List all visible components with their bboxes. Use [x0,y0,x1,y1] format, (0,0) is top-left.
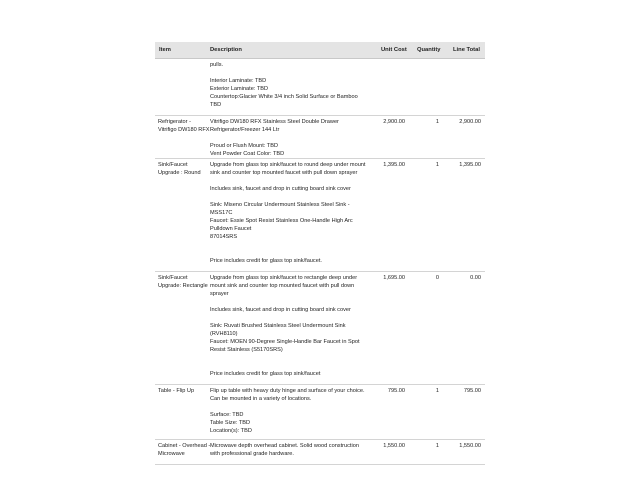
description-cell-line: Refrigerator/Freezer 144 Ltr [210,127,280,133]
description-cell-line: Upgrade from glass top sink/faucet to rectangle deep under [210,275,358,281]
description-cell-line [210,403,372,411]
description-cell [210,274,372,378]
item-cell-line: Sink/Faucet [158,162,188,168]
unit-cost-cell: 2,900.00 [383,119,405,125]
item-cell [158,387,210,395]
quantity-cell: 1 [435,388,439,394]
item-cell-line: Table - Flip Up [158,388,195,394]
table-row [155,440,485,465]
description-cell-line [210,362,372,370]
description-cell-line: Vitrifigo DW180 RFX Stainless Steel Double Drawer [210,119,339,125]
item-cell-line: Upgrade: Rectangle [158,283,208,289]
description-cell-line: Location(s): TBD [210,428,252,434]
description-cell-line: Sink: Ruvati Brushed Stainless Steel Undermount Sink [210,323,346,329]
description-cell-line: Includes sink, faucet and drop in cutting board sink cover [210,307,351,313]
description-cell-line: Microwave depth overhead cabinet. Solid wood construction [210,443,359,449]
description-cell-line: Exterior Laminate: TBD [210,86,269,92]
line-total-cell: 795.00 [463,388,481,394]
item-cell-line: Vitrifigo DW180 RFX [158,127,210,133]
description-cell-line [210,177,372,185]
description-cell-line: sprayer [210,291,229,297]
description-cell-line [210,134,372,142]
unit-cost-cell: 1,695.00 [383,275,405,281]
quote-table [155,42,485,465]
item-cell [158,161,210,177]
description-cell-line: Interior Laminate: TBD [210,78,267,84]
quantity-cell: 0 [435,275,439,281]
description-cell-line [210,241,372,249]
description-cell-line: Flip up table with heavy duty hinge and surface of your choice. [210,388,365,394]
description-cell-line [210,354,372,362]
description-cell-line: Vent Powder Coat Color: TBD [210,151,285,157]
unit-cost-cell: 1,395.00 [383,162,405,168]
description-cell-line: Upgrade from glass top sink/faucet to round deep under mount [210,162,366,168]
description-cell-line: Proud or Flush Mount: TBD [210,143,278,149]
item-cell-line: Refrigerator - [158,119,191,125]
description-cell [210,387,372,435]
description-cell [210,442,372,458]
description-cell-line: Surface: TBD [210,412,244,418]
description-cell-line: TBD [210,102,222,108]
description-cell-line: pulls. [210,62,224,68]
table-row [155,116,485,159]
table-row [155,159,485,272]
description-cell-line: MSS17C [210,210,233,216]
description-cell-line: Price includes credit for glass top sink/faucet [210,371,321,377]
description-cell-line [210,314,372,322]
item-cell-line: Microwave [158,451,185,457]
description-cell-line: sink and counter top mounted faucet with pull down sprayer [210,170,358,176]
line-total-cell: 0.00 [470,275,481,281]
table-row [155,59,485,116]
table-body [155,59,485,465]
description-cell-line: (RVH8110) [210,331,238,337]
header-item: Item [159,47,171,53]
item-cell-line: Sink/Faucet [158,275,188,281]
quantity-cell: 1 [435,162,439,168]
quantity-cell: 1 [435,119,439,125]
header-quantity: Quantity [417,47,441,53]
item-cell [158,274,210,290]
description-cell-line: Sink: Miseno Circular Undermount Stainless Steel Sink - [210,202,350,208]
header-unit-cost: Unit Cost [381,47,407,53]
description-cell-line: Includes sink, faucet and drop in cutting board sink cover [210,186,351,192]
table-header [155,42,485,59]
item-cell-line: Cabinet - Overhead - [158,443,211,449]
description-cell-line: Resist Stainless (S5170SRS) [210,347,283,353]
description-cell [210,61,372,109]
unit-cost-cell: 795.00 [387,388,405,394]
description-cell-line: mount sink and counter top mounted faucet with pull down [210,283,355,289]
header-line-total: Line Total [453,47,480,53]
quantity-cell: 1 [435,443,439,449]
item-cell-line: Upgrade : Round [158,170,201,176]
unit-cost-cell: 1,550.00 [383,443,405,449]
description-cell-line [210,69,372,77]
description-cell-line [210,298,372,306]
description-cell-line [210,193,372,201]
item-cell [158,442,210,458]
description-cell-line: Faucet: Essie Spot Resist Stainless One-Handle High Arc [210,218,353,224]
description-cell [210,118,372,158]
line-total-cell: 1,395.00 [459,162,481,168]
description-cell-line: Pulldown Faucet [210,226,252,232]
description-cell-line: Can be mounted in a variety of locations. [210,396,312,402]
item-cell [158,118,210,134]
description-cell-line: Table Size: TBD [210,420,251,426]
header-description: Description [210,47,242,53]
table-row [155,272,485,385]
description-cell-line: Price includes credit for glass top sink/faucet. [210,258,322,264]
description-cell [210,161,372,265]
description-cell-line: Countertop:Glacier White 3/4 inch Solid Surface or Bamboo [210,94,358,100]
description-cell-line: 87014SRS [210,234,238,240]
description-cell-line: Faucet: MOEN 90-Degree Single-Handle Bar Faucet in Spot [210,339,360,345]
line-total-cell: 2,900.00 [459,119,481,125]
description-cell-line [210,249,372,257]
description-cell-line: with professional grade hardware. [210,451,294,457]
line-total-cell: 1,550.00 [459,443,481,449]
table-row [155,385,485,440]
